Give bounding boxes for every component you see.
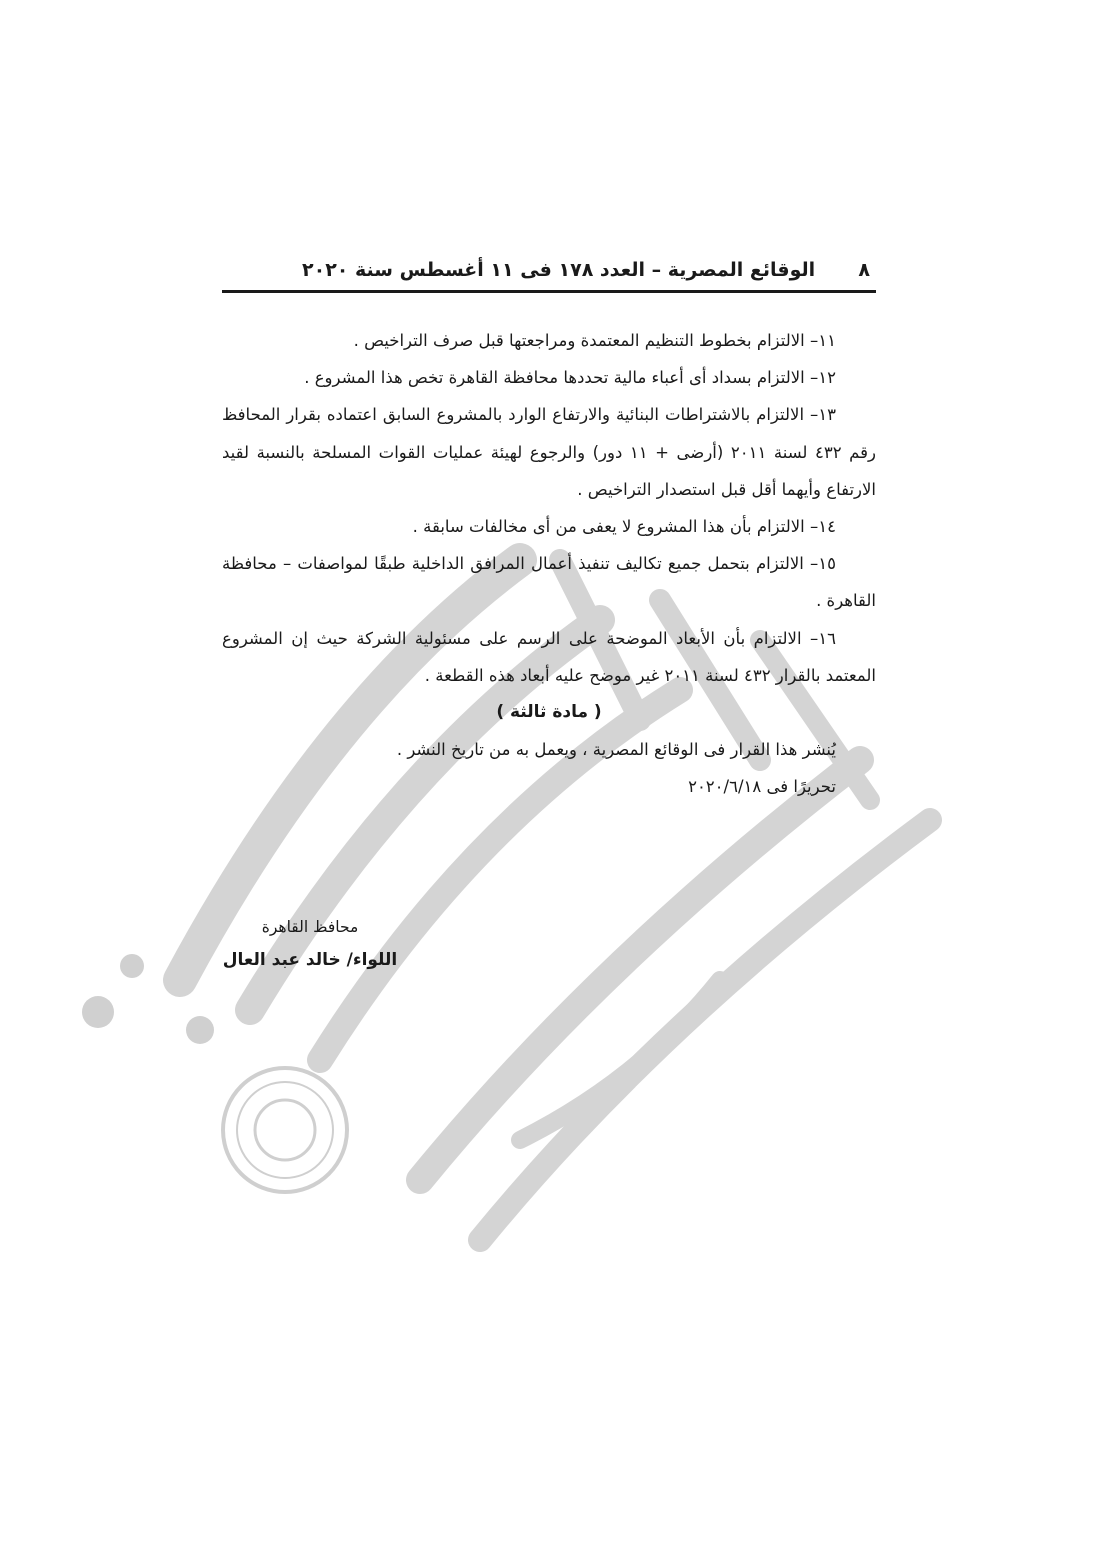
list-item: ١٣– الالتزام بالاشتراطات البنائية والارتفاع الوارد بالمشروع السابق اعتماده بقرار المحافظ رقم ٤٣٢ لسنة ٢٠١١ (أرضى + ١١ دور) والرجوع لهيئة عمليات القوات المسلحة بالنسبة لقيد الارتفاع وأيهما أقل قبل استصدار التراخيص . xyxy=(222,405,876,499)
issue-date: تحريرًا فى ٢٠٢٠/٦/١٨ xyxy=(688,777,836,797)
list-item: ١٢– الالتزام بسداد أى أعباء مالية تحددها محافظة القاهرة تخص هذا المشروع . xyxy=(304,368,836,388)
gazette-title: الوقائع المصرية – العدد ١٧٨ فى ١١ أغسطس سنة ٢٠٢٠ xyxy=(302,259,816,281)
article-heading: ( مادة ثالثة ) xyxy=(496,702,602,723)
list-item: ١٥– الالتزام بتحمل جميع تكاليف تنفيذ أعمال المرافق الداخلية طبقًا لمواصفات – محافظة القاهرة . xyxy=(222,554,876,611)
signatory-name: اللواء/ خالد عبد العال xyxy=(222,950,398,970)
signatory-title: محافظ القاهرة xyxy=(261,918,359,936)
list-item: ١٦– الالتزام بأن الأبعاد الموضحة على الرسم على مسئولية الشركة حيث إن المشروع المعتمد بالقرار ٤٣٢ لسنة ٢٠١١ غير موضح عليه أبعاد هذه القطعة . xyxy=(222,628,876,685)
page-header xyxy=(222,250,876,293)
page-number: ٨ xyxy=(858,259,870,281)
list-item: ١٤– الالتزام بأن هذا المشروع لا يعفى من أى مخالفات سابقة . xyxy=(412,517,836,537)
list-item: ١١– الالتزام بخطوط التنظيم المعتمدة ومراجعتها قبل صرف التراخيص . xyxy=(353,331,836,350)
document-body xyxy=(222,322,876,806)
publication-clause: يُنشر هذا القرار فى الوقائع المصرية ، ويعمل به من تاريخ النشر . xyxy=(396,740,836,760)
signature-block xyxy=(200,912,420,978)
